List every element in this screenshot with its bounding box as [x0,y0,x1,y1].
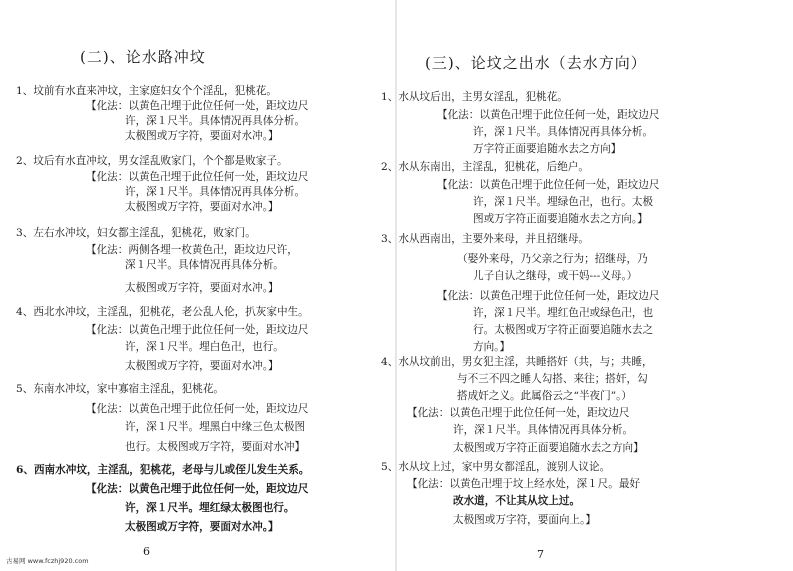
section-title: (二)、论水路冲坟 [80,48,206,66]
item-line: 5、水从坟上过，家中男女都淫乱，渡别人议论。 [381,461,611,473]
item-line: 4、西北水冲坟，主淫乱，犯桃花，老公乱人伦，扒灰家中生。 [16,306,309,318]
remedy-line: 许，深１尺半。埋白色卍，也行。 [125,341,284,353]
remedy-line: 也行。太极图或万字符，要面对水冲】 [125,441,306,453]
item-line: 5、东南水冲坟，家中寡宿主淫乱，犯桃花。 [16,383,225,395]
page-number: 7 [537,548,544,561]
watermark-text: 古易网 www.fczhj920.com [6,557,89,565]
remedy-line: 许，深１尺半。具体情况再具体分析。 [473,126,654,138]
remedy-line: 【化法：以黄色卍埋于此位任何一处，距坟边尺 [86,324,309,336]
remedy-line: 太极图或万字符正面要追随水去之方向】 [453,442,644,454]
remedy-line: 【化法：两侧各埋一枚黄色卍，距坟边尺许， [86,244,298,256]
remedy-line: 【化法：以黄色卍埋于此位任何一处，距坟边尺 [407,407,630,419]
remedy-line: 【化法：以黄色卍埋于此位任何一处，距坟边尺 [86,171,309,183]
remedy-line: 太极图或万字符，要面对水冲。】 [125,521,279,533]
item-line: 3、左右水冲坟，妇女都主淫乱，犯桃花，败家门。 [16,227,256,239]
item-line: 1、水从坟后出，主男女淫乱，犯桃花。 [381,91,568,103]
item-line: 2、坟后有水直冲坟，男女淫乱败家门，个个都是败家子。 [16,155,288,167]
remedy-line: 【化法：以黄色卍埋于此位任何一处，距坟边尺 [86,403,309,415]
remedy-line: 【化法：以黄色卍埋于此位任何一处，距坟边尺 [437,179,660,191]
note-line: 搭成奸之义。此属俗云之“半夜门”。） [457,390,633,402]
remedy-line: 万字符正面要追随水去之方向】 [473,143,622,155]
remedy-line: 许，深１尺半。埋绿色卍，也行。太极 [473,196,654,208]
item-line: 2、水从东南出，主淫乱，犯桃花，后绝户。 [381,161,590,173]
remedy-line: 【化法：以黄色卍埋于此位任何一处，距坟边尺 [437,290,660,302]
item-line: 1、坟前有水直来冲坟，主家庭妇女个个淫乱，犯桃花。 [16,85,277,97]
note-line: 儿子自认之继母，或干妈---义母。） [473,270,638,282]
note-line: （娶外来母，乃父亲之行为；招继母，乃 [457,253,648,265]
remedy-line: 【化法：以黄色卍埋于此位任何一处，距坟边尺 [86,100,309,112]
remedy-line: 许，深１尺半。埋红色卍或绿色卍，也 [473,307,654,319]
item-line: 6、西南水冲坟，主淫乱，犯桃花，老母与儿或侄儿发生关系。 [16,464,310,476]
remedy-line: 【化法：以黄色卍埋于此位任何一处，距坟边尺 [86,483,309,495]
note-line: 与不三不四之睡人勾搭、来往；搭奸，勾 [457,373,648,385]
remedy-line: 许，深１尺半。埋红绿太极图也行。 [125,502,295,514]
right-page [381,0,793,571]
remedy-line: 许，深１尺半。具体情况再具体分析。 [125,186,306,198]
section-title: (三)、论坟之出水（去水方向） [425,54,647,72]
remedy-line: 行。太极图或万字符正面要追随水去之 [473,324,654,336]
remedy-line: 改水道，不让其从坟上过。 [453,495,581,507]
item-line: 4、水从坟前出，男女犯主淫，共睡搭奸（共，与；共睡， [381,356,653,368]
remedy-line: 许，深１尺半。具体情况再具体分析。 [125,115,306,127]
page-number: 6 [143,545,150,558]
remedy-line: 太极图或万字符，要面对水冲。】 [125,130,279,142]
remedy-line: 太极图或万字符，要面对水冲。】 [125,201,279,213]
remedy-line: 【化法：以黄色卍埋于坟上经水处，深１尺。最好 [407,478,641,490]
item-line: 3、水从西南出，主要外来母，并且招继母。 [381,233,590,245]
remedy-line: 许，深１尺半。具体情况再具体分析。 [453,424,634,436]
remedy-line: 太极图或万字符，要面对水冲。】 [125,360,279,372]
remedy-line: 太极图或万字符，要面向上。】 [453,514,597,526]
remedy-line: 太极图或万字符，要面对水冲。】 [125,282,279,294]
left-page [0,0,396,571]
remedy-line: 图或万字符正面要追随水去之方向。】 [473,213,648,225]
remedy-line: 许，深１尺半。埋黑白中缘三色太极图 [125,421,306,433]
remedy-line: 方向。】 [473,341,511,353]
remedy-line: 【化法：以黄色卍埋于此位任何一处，距坟边尺 [437,109,660,121]
remedy-line: 深１尺半。具体情况再具体分析。 [125,259,284,271]
